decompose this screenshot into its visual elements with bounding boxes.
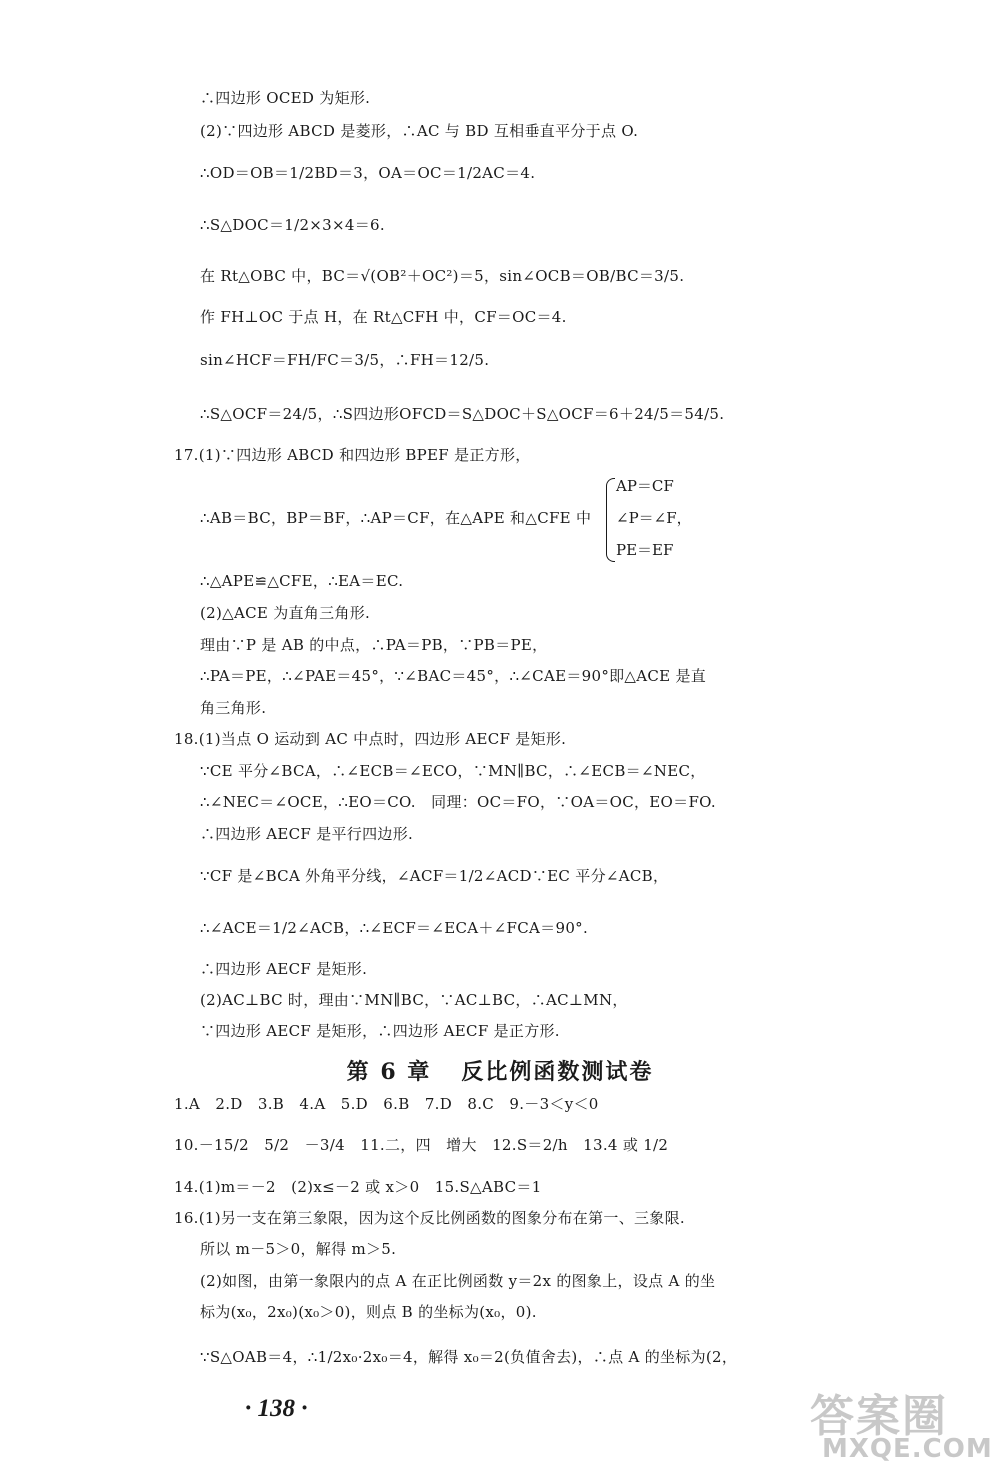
page-number: · 138 · bbox=[245, 1395, 308, 1422]
text-line: sin∠HCF＝FH/FC＝3/5，∴FH＝12/5. bbox=[200, 351, 490, 369]
watermark bbox=[810, 1380, 993, 1465]
text-line: 在 Rt△OBC 中，BC＝√(OB²＋OC²)＝5，sin∠OCB＝OB/BC＝3/5. bbox=[200, 267, 685, 285]
watermark-logo: 答案圈 bbox=[810, 1391, 948, 1442]
section-title bbox=[0, 1055, 1000, 1086]
answers-line: 1.A 2.D 3.B 4.A 5.D 6.B 7.D 8.C 9.－3＜y＜0 bbox=[174, 1095, 599, 1113]
text-line: 作 FH⊥OC 于点 H，在 Rt△CFH 中，CF＝OC＝4. bbox=[200, 308, 567, 326]
text-line: ∴△APE≌△CFE，∴EA＝EC. bbox=[200, 572, 404, 590]
text-line: (2)∵四边形 ABCD 是菱形，∴AC 与 BD 互相垂直平分于点 O. bbox=[200, 122, 639, 140]
text-line: ∴四边形 OCED 为矩形. bbox=[200, 89, 371, 107]
chapter-label: 第 6 章 bbox=[346, 1059, 432, 1085]
question-17: 17.(1)∵四边形 ABCD 和四边形 BPEF 是正方形， bbox=[174, 446, 531, 464]
text-line: ∵CE 平分∠BCA，∴∠ECB＝∠ECO，∵MN∥BC，∴∠ECB＝∠NEC， bbox=[200, 762, 706, 780]
text-line: (2)△ACE 为直角三角形. bbox=[200, 604, 371, 622]
text-line: ∵S△OAB＝4，∴1/2x₀·2x₀＝4，解得 x₀＝2(负值舍去)，∴点 A 的坐标为(2， bbox=[200, 1348, 738, 1366]
watermark-url: MXQE.COM bbox=[822, 1434, 993, 1464]
text-line: ∴四边形 AECF 是平行四边形. bbox=[200, 825, 414, 843]
text-line: 理由∵P 是 AB 的中点，∴PA＝PB，∵PB＝PE， bbox=[200, 636, 548, 654]
text-line: ∵四边形 AECF 是矩形，∴四边形 AECF 是正方形. bbox=[200, 1022, 560, 1040]
question-16: 16.(1)另一支在第三象限，因为这个反比例函数的图象分布在第一、三象限. bbox=[174, 1209, 685, 1227]
text-line: ∴四边形 AECF 是矩形. bbox=[200, 960, 368, 978]
system-eq: AP＝CF bbox=[616, 477, 674, 495]
text-line: ∴S△OCF＝24/5，∴S四边形OFCD＝S△DOC＋S△OCF＝6＋24/5＝54/5. bbox=[200, 405, 725, 423]
text-line: ∴∠NEC＝∠OCE，∴EO＝CO. 同理：OC＝FO，∵OA＝OC，EO＝FO. bbox=[200, 793, 716, 811]
system-brace bbox=[606, 478, 615, 562]
text-line: (2)如图，由第一象限内的点 A 在正比例函数 y＝2x 的图象上，设点 A 的坐 bbox=[200, 1272, 716, 1290]
chapter-name: 反比例函数测试卷 bbox=[461, 1059, 654, 1085]
text-line: ∴∠ACE＝1/2∠ACB，∴∠ECF＝∠ECA＋∠FCA＝90°. bbox=[200, 919, 589, 937]
text-line: 所以 m－5＞0，解得 m＞5. bbox=[200, 1240, 397, 1258]
text-line: 标为(x₀，2x₀)(x₀＞0)，则点 B 的坐标为(x₀，0). bbox=[200, 1303, 537, 1321]
text-line: ∵CF 是∠BCA 外角平分线，∠ACF＝1/2∠ACD∵EC 平分∠ACB， bbox=[200, 867, 669, 885]
answers-line: 10.－15/2 5/2 －3/4 11.二，四 增大 12.S＝2/h 13.4 或 1/2 bbox=[174, 1136, 669, 1154]
text-line: ∴OD＝OB＝1/2BD＝3，OA＝OC＝1/2AC＝4. bbox=[200, 164, 536, 182]
text-line: ∴PA＝PE，∴∠PAE＝45°，∵∠BAC＝45°，∴∠CAE＝90°即△ACE 是直 bbox=[200, 667, 707, 685]
question-18: 18.(1)当点 O 运动到 AC 中点时，四边形 AECF 是矩形. bbox=[174, 730, 567, 748]
text-line: ∴S△DOC＝1/2×3×4＝6. bbox=[200, 216, 385, 234]
system-eq: ∠P＝∠F， bbox=[616, 509, 692, 527]
text-line: (2)AC⊥BC 时，理由∵MN∥BC，∵AC⊥BC，∴AC⊥MN， bbox=[200, 991, 628, 1009]
answers-line: 14.(1)m＝－2 (2)x≤－2 或 x＞0 15.S△ABC＝1 bbox=[174, 1178, 542, 1196]
system-eq: PE＝EF bbox=[616, 541, 674, 559]
text-line: 角三角形. bbox=[200, 699, 267, 717]
text-line: ∴AB＝BC，BP＝BF，∴AP＝CF，在△APE 和△CFE 中 bbox=[200, 509, 592, 527]
